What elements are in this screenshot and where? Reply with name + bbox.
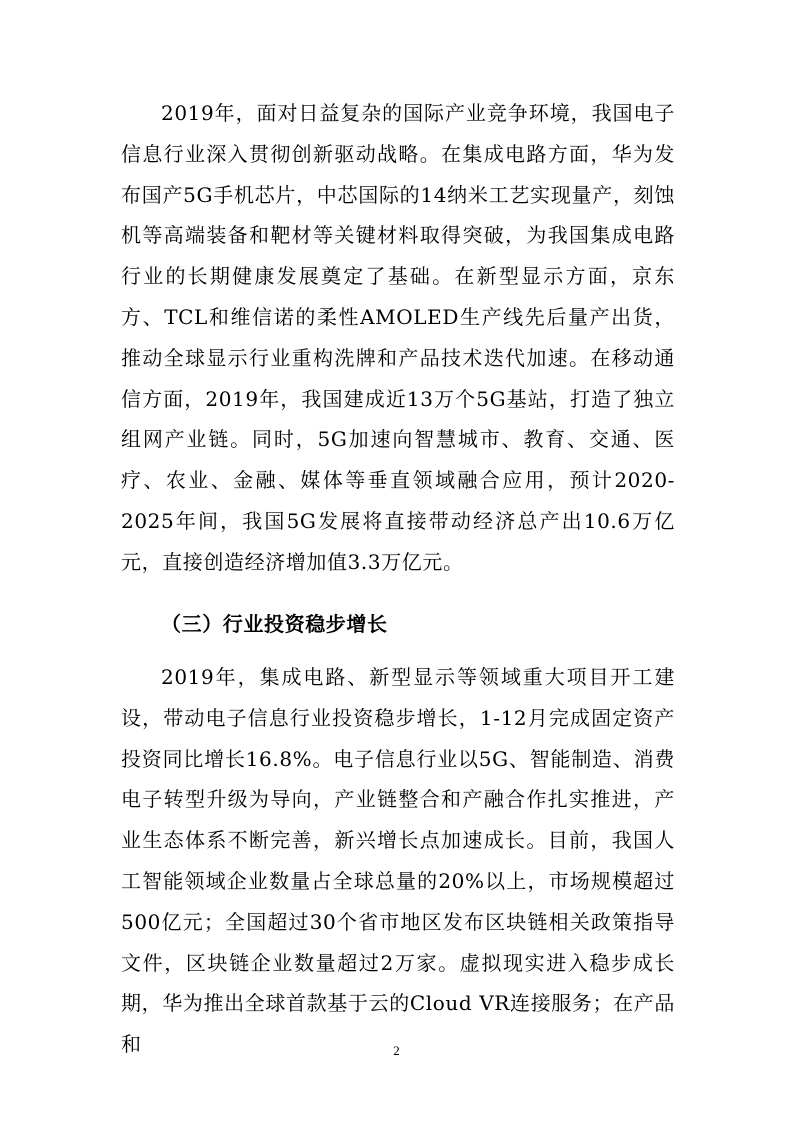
body-paragraph-2: 2019年，集成电路、新型显示等领域重大项目开工建设，带动电子信息行业投资稳步增长，1-12月完成固定资产投资同比增长16.8%。电子信息行业以5G、智能制造、消费电子转型升级为导向，产业链整合和产融合作扎实推进，产业生态体系不断完善，新兴增长点加速成长。目前，我国人工智能领域企业数量占全球总量的20%以上，市场规模超过500亿元；全国超过30个省市地区发布区块链相关政策指导文件，区块链企业数量超过2万家。虚拟现实进入稳步成长期，华为推出全球首款基于云的Cloud VR连接服务；在产品和 bbox=[121, 665, 675, 1057]
body-paragraph-1: 2019年，面对日益复杂的国际产业竞争环境，我国电子信息行业深入贯彻创新驱动战略。在集成电路方面，华为发布国产5G手机芯片，中芯国际的14纳米工艺实现量产，刻蚀机等高端装备和靶材等关键材料取得突破，为我国集成电路行业的长期健康发展奠定了基础。在新型显示方面，京东方、TCL和维信诺的柔性AMOLED生产线先后量产出货，推动全球显示行业重构洗牌和产品技术迭代加速。在移动通信方面，2019年，我国建成近13万个5G基站，打造了独立组网产业链。同时，5G加速向智慧城市、教育、交通、医疗、农业、金融、媒体等垂直领域融合应用，预计2020-2025年间，我国5G发展将直接带动经济总产出10.6万亿元，直接创造经济增加值3.3万亿元。 bbox=[121, 101, 675, 574]
section-heading: （三）行业投资稳步增长 bbox=[161, 612, 388, 636]
page-number: 2 bbox=[393, 1043, 400, 1058]
